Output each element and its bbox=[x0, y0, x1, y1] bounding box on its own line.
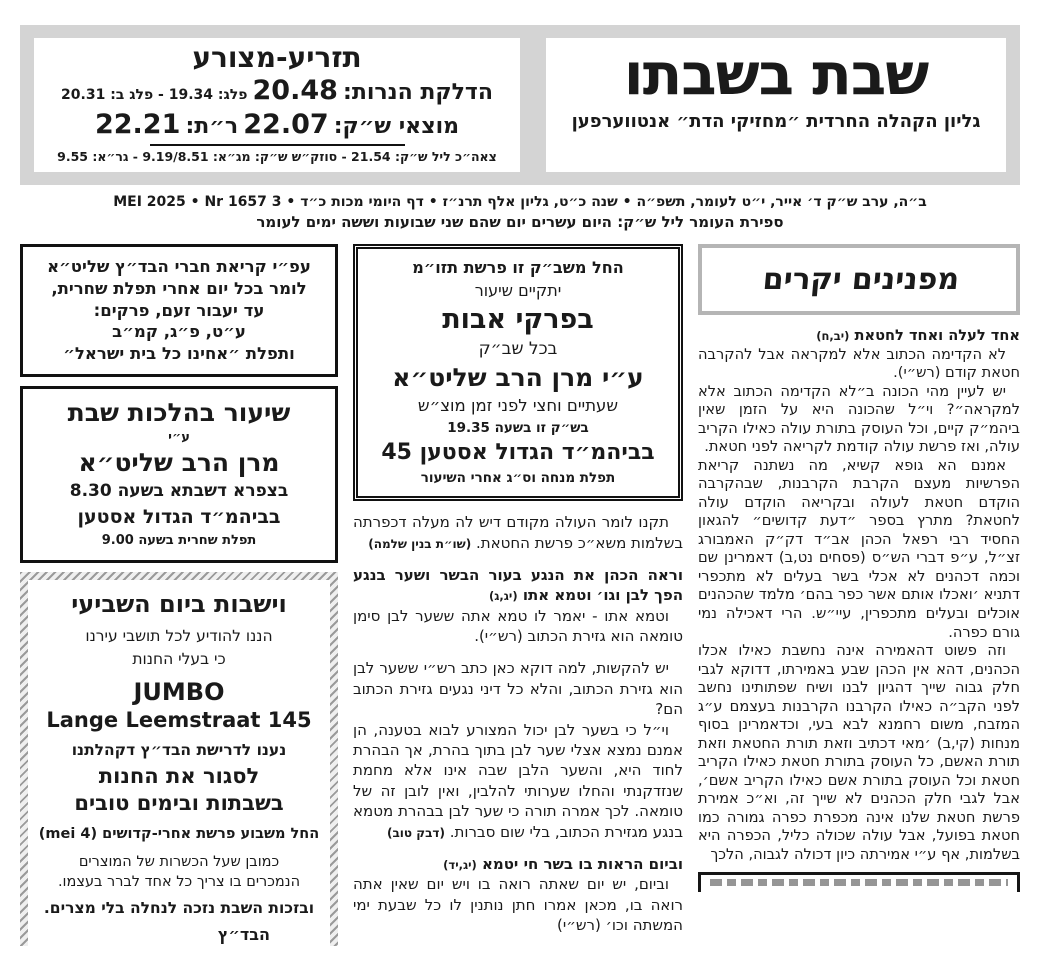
signature-badatz: הבד״ץ bbox=[217, 925, 270, 945]
notice-line: הננו להודיע לכל תושבי עירנו bbox=[85, 627, 273, 646]
zmanim-footnote: צאה״כ ליל ש״ק: 21.54 - סוזק״ש ש״ק: מג״א: 9.19/8.51 - גר״א: 9.55 bbox=[57, 148, 497, 164]
verse-heading: וראה הכהן את הנגע בעור הבשר ושער בנגע הפך לבן וגו׳ וטמא אתו (יג,ג) bbox=[353, 565, 683, 605]
candle-label: הדלקת הנרות: bbox=[343, 80, 493, 106]
commentary-paragraph: וטמא אתו - יאמר לו טמא אתה ששער לבן סימן טומאה הוא גזירת הכתוב (רש״י). bbox=[353, 606, 683, 646]
motzei-line bbox=[44, 109, 510, 141]
announcement-location: בביהמ״ד הגדול אסטען 45 bbox=[381, 440, 655, 466]
announcement-title: בפרקי אבות bbox=[442, 303, 594, 335]
commentary-paragraph: וביום, יש יום שאתה רואה בו ויש יום שאין אתה רואה בו, מכאן אמרו חתן נותנין לו כל שבעת ימי המשתה וכו׳ (רש״י) bbox=[353, 875, 683, 935]
store-name: JUMBO bbox=[133, 678, 225, 707]
omer-count-line: ספירת העומר ליל ש״ק: היום עשרים יום שהם שני שבועות וששה ימים לעומר bbox=[256, 213, 784, 231]
cutoff-text-line bbox=[710, 879, 1008, 886]
blessing-line: ובזכות השבת נזכה לנחלה בלי מצרים. bbox=[43, 899, 315, 918]
announcement-line: בכל שב״ק bbox=[478, 338, 558, 359]
verse-heading: אחד לעלה ואחד לחטאת (יב,ח) bbox=[816, 327, 1020, 344]
commentary-paragraph: אמנם הא גופא קשיא, מה נשתנה קריאת הפרשיות מעצם הקרבת הקרבנות, שבהקרבה הוקדם חטאת לעולה ובקריאה הוקדם עולה לחטאת? מתרץ בספר ״דעת קדושים״ להגאון החסיד רבי רפאל הכהן אב״ד דק״ק האמבורג זצ״ל, ע״פ דברי הש״ס (פסחים נט,ב) דאמרינן שם וכמה דכהנים לא אכלי בשר בעלים לא מתכפרי דתניא ׳ואכלו אותם אשר כפר בהם׳ מלמד שהכהנים אוכלים ובעלים מתכפרין, עיי״ש. הרי דאכילה נמי גורם כפרה. bbox=[698, 456, 1020, 641]
shiur-location: בביהמ״ד הגדול אסטען bbox=[77, 506, 281, 529]
column-middle bbox=[353, 244, 683, 946]
notice-line: בשבתות ובימים טובים bbox=[74, 790, 284, 815]
announcement-speaker: ע״י מרן הרב שליט״א bbox=[392, 362, 644, 392]
verse-heading: וביום הראות בו בשר חי יטמא (יג,יד) bbox=[443, 854, 683, 873]
hilchos-shabbos-shiur-box bbox=[20, 386, 338, 564]
kashrus-disclaimer: כמובן שעל הכשרות של המוצרים bbox=[78, 853, 280, 870]
content-columns bbox=[20, 244, 1020, 946]
motzei-time: 22.07 bbox=[243, 108, 329, 140]
commentary-paragraph: וי״ל כי בשער לבן יכול המצורע לבוא בטענה, הן אמנם נמצא אצלי שער לבן בתוך בהרת, אך הבהרת לחוד היא, והשער הלבן שבה אינו אלא מחמת שנזדקנתי והחלו שערותי להלבין, ואין לובן זה של טומאה. לכך אמרה תורה כי שער לבן בבהרת מטמא בנגע מגזירת הכתוב, בלי שום סברות. (דבק טוב) bbox=[353, 720, 683, 841]
shiur-speaker: מרן הרב שליט״א bbox=[78, 448, 280, 478]
plag-times: פלג: 19.34 - פלג ב: 20.31 bbox=[61, 87, 248, 104]
notice-line: לומר בכל יום אחרי תפלת שחרית, bbox=[51, 278, 307, 298]
start-date-line: החל משבוע פרשת אחרי-קדושים (4 mei) bbox=[38, 826, 320, 843]
announcement-line: תפלת מנחה וס״ג אחרי השיעור bbox=[420, 469, 616, 486]
store-address: Lange Leemstraat 145 bbox=[46, 708, 312, 732]
notice-line: ותפלת ״אחינו כל בית ישראל״ bbox=[63, 344, 295, 364]
commentary-paragraph: יש לעיין מהי הכונה ב״לא הקדימה הכתוב אלא למקראה״? וי״ל שהכונה היא על הזמן שאין ביהמ״ק קיים, וכל העוסק בתורת עולה כאילו הקריב עולה, ואז פרשת עולה קודמת לקריאה לפני חטאת. bbox=[698, 382, 1020, 456]
shiur-line: תפלת שחרית בשעה 9.00 bbox=[101, 532, 257, 548]
announcement-line: יתקיים שיעור bbox=[474, 280, 562, 300]
kashrus-disclaimer: הנמכרים בו צריך כל אחד לברר בעצמו. bbox=[57, 874, 301, 891]
candle-lighting-line bbox=[44, 75, 510, 107]
column-left bbox=[20, 244, 338, 946]
masthead-subtitle: גליון הקהלה החרדית ״מחזיקי הדת״ אנטווערפען bbox=[571, 110, 981, 132]
torah-commentary-middle bbox=[353, 512, 683, 935]
section-title-peninim: מפנינים יקרים bbox=[758, 262, 960, 297]
page-title: שבת בשבתו bbox=[623, 40, 929, 108]
rt-time: 22.21 bbox=[94, 108, 181, 140]
issue-date-line: ב״ה, ערב ש״ק ד׳ אייר, י״ט לעומר, תשפ״ה • שנה כ״ט, גליון אלף תרנ״ז • דף היומי מכות כ״ד • 3 MEI 2025 • Nr 1657 bbox=[113, 194, 927, 210]
column-right bbox=[698, 244, 1020, 946]
tehillim-notice-box bbox=[20, 244, 338, 377]
announcement-time: בש״ק זו בשעה 19.35 bbox=[447, 419, 589, 436]
masthead-band bbox=[20, 25, 1020, 185]
pearls-header-box bbox=[698, 244, 1020, 315]
notice-title: וישבות ביום השביעי bbox=[71, 590, 287, 619]
commentary-paragraph: לא הקדימה הכתוב אלא למקראה אבל להקרבה חטאת קודם (רש״י). bbox=[698, 345, 1020, 382]
dateline bbox=[20, 194, 1020, 231]
notice-line: עפ״י קריאת חברי הבד״ץ שליט״א bbox=[47, 257, 311, 276]
rt-label: ר״ת: bbox=[185, 113, 239, 139]
zmanim-box bbox=[34, 38, 520, 172]
divider-rule bbox=[150, 144, 405, 146]
commentary-paragraph: יש להקשות, למה דוקא כאן כתב רש״י ששער לבן הוא גזירת הכתוב, והלא כל דיני נגעים גזירת הכתוב הם? bbox=[353, 659, 683, 719]
notice-line: כי בעלי החנות bbox=[132, 649, 226, 668]
commentary-paragraph: תקנו לומר העולה מקודם דיש לה מעלה דכפרתה בשלמות משא״כ פרשת החטאת. (שו״ת בנין שלמה) bbox=[353, 513, 683, 552]
jumbo-shabbos-notice bbox=[28, 580, 330, 946]
shiur-title: שיעור בהלכות שבת bbox=[67, 397, 291, 427]
notice-line: נענו לדרישת הבד״ץ דקהלתנו bbox=[71, 741, 287, 760]
commentary-paragraph: וזה פשוט דהאמירה אינה נחשבת כאילו אכלו הכהנים, דהא אין הכהן שבע באמירתו, דדוקא לגבי חלק גבוה שייך דהגיון לבנו ושיח שפתותינו נחשב לפני הקב״ה כאילו הקרבנו הקרבנות בעצמם ע״ג המזבח, משום רחמנא לבא בעי, וכדאמרינן בסוף מנחות (קי,ב) ׳מאי דכתיב וזאת תורת החטאת וזאת תורת האשם, כל העוסק בתורת חטאת כאילו הקריב חטאת וכל העוסק בתורת אשם כאילו הקריב אשם׳, אבל לגבי חלק הכהנים לא שייך זה, וא״כ אמירת פרשת חטאת שלנו אינה מכפרת כפרה גמורה כמו חטאת בפועל, אבל עולה שכולה כליל, הכפרה היא בשלמות, אף ע״י אמירתה כיון דכולה לגבוה, הלכך bbox=[698, 642, 1020, 863]
pirkei-avos-announcement-box bbox=[353, 244, 683, 501]
shiur-time: בצפרא דשבתא בשעה 8.30 bbox=[69, 480, 289, 501]
masthead-box bbox=[546, 38, 1006, 172]
shiur-line: ע״י bbox=[168, 429, 190, 445]
notice-line: לסגור את החנות bbox=[98, 763, 260, 788]
notice-line: עד יעבור זעם, פרקים: bbox=[93, 300, 265, 320]
motzei-label: מוצאי ש״ק: bbox=[333, 113, 460, 139]
jumbo-shabbos-notice-frame bbox=[20, 572, 338, 946]
psalms-chapters: ע״ט, פ״ג, קמ״ב bbox=[112, 322, 246, 342]
candle-time: 20.48 bbox=[252, 75, 338, 107]
cutoff-box-bottom bbox=[698, 872, 1020, 892]
announcement-line: החל משב״ק זו פרשת תזו״מ bbox=[412, 258, 624, 277]
parasha-name: תזריע-מצורע bbox=[192, 41, 362, 74]
torah-commentary-right bbox=[698, 327, 1020, 864]
announcement-line: שעתיים וחצי לפני זמן מוצ״ש bbox=[417, 396, 619, 416]
